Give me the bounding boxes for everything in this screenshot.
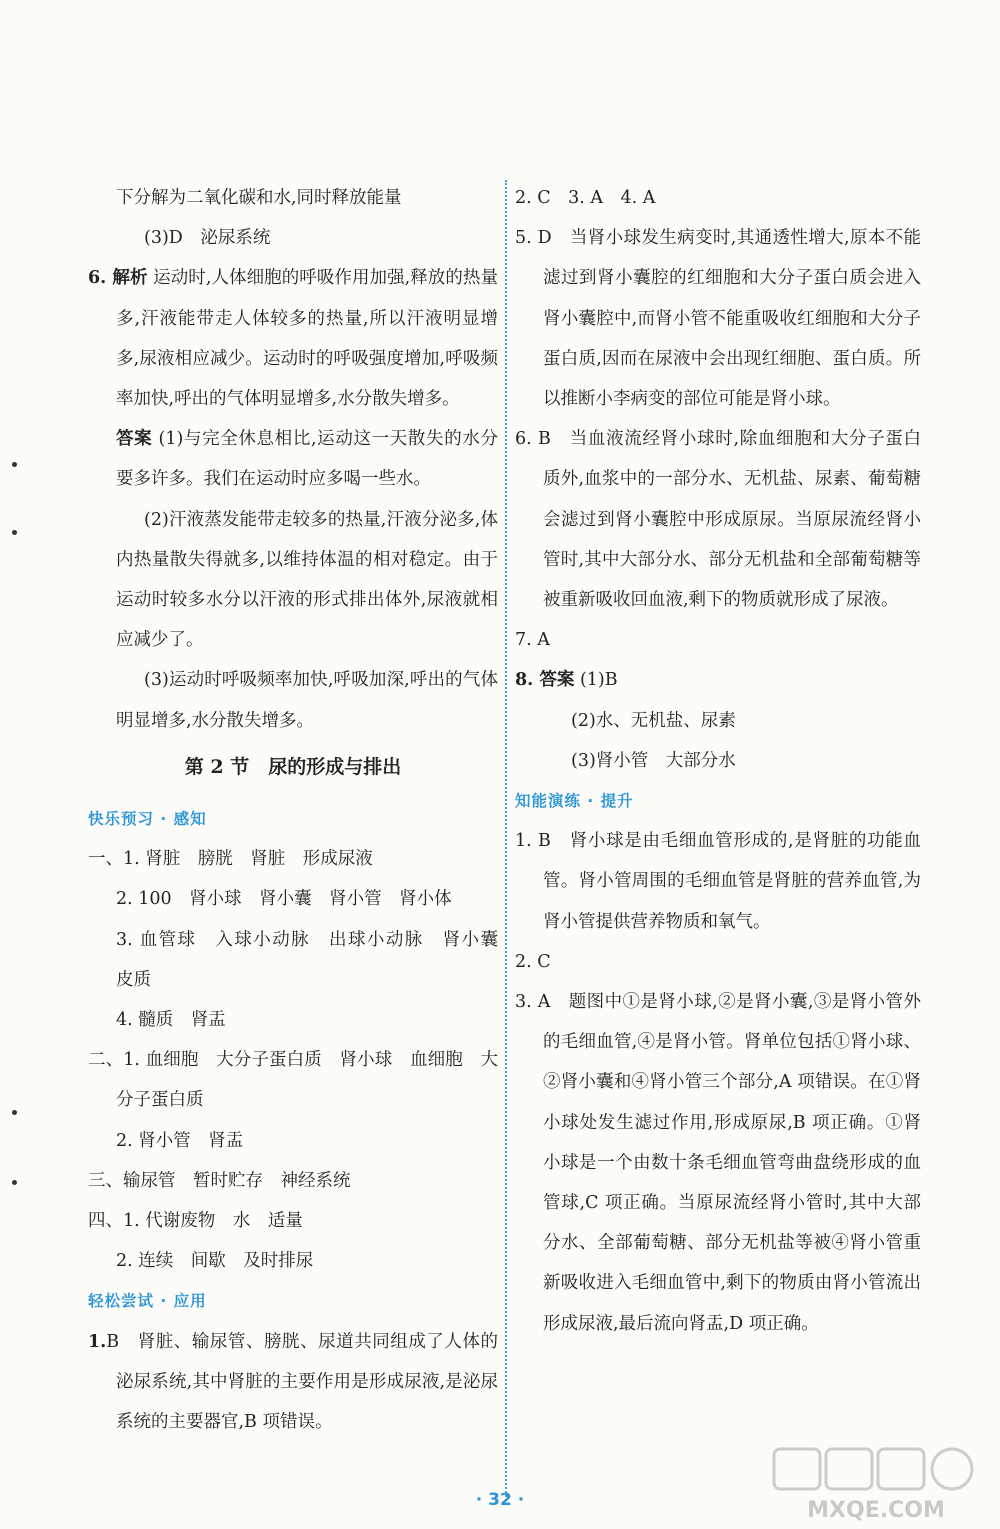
answer-paragraph [515, 419, 921, 620]
answer-paragraph [515, 741, 921, 781]
answer-paragraph [88, 1040, 498, 1120]
column-divider [505, 180, 507, 1505]
answer-text: (2)汗液蒸发能带走较多的热量,汗液分泌多,体内热量散失得就多,以维持体温的相对稳定。由于运动时较多水分以汗液的形式排出体外,尿液就相应减少了。 [116, 509, 498, 651]
answer-text: 2. 肾小管 肾盂 [116, 1130, 244, 1151]
answer-text: 4. 髓质 肾盂 [116, 1010, 226, 1031]
answer-text: B 肾脏、输尿管、膀胱、尿道共同组成了人体的泌尿系统,其中肾脏的主要作用是形成尿液,是泌尿系统的主要器官,B 项错误。 [106, 1331, 498, 1433]
answer-paragraph [515, 660, 921, 700]
answer-text: 3. A 题图中①是肾小球,②是肾小囊,③是肾小管外的毛细血管,④是肾小管。肾单位包括①肾小球、②肾小囊和④肾小管三个部分,A 项错误。在①肾小球处发生滤过作用,形成原尿,B 项正确。①肾小球是一个由数十条毛细血管弯曲盘绕形成的血管球,C 项正确。当原尿流经肾小管时,其中大部分水、全部葡萄糖、部分无机盐等被④肾小管重新吸收进入毛细血管中,剩下的物质由肾小管流出形成尿液,最后流向肾盂,D 项正确。 [515, 992, 921, 1334]
answer-paragraph [515, 620, 921, 660]
answer-paragraph [515, 821, 921, 942]
answer-paragraph [88, 500, 498, 661]
answer-text: (3)肾小管 大部分水 [571, 750, 736, 771]
answer-paragraph [88, 1121, 498, 1161]
answer-label: 答案 [116, 429, 153, 450]
answer-text: 3. 血管球 入球小动脉 出球小动脉 肾小囊 皮质 [116, 929, 516, 990]
answer-paragraph [515, 982, 921, 1344]
answer-paragraph [88, 1322, 498, 1443]
answer-paragraph [515, 218, 921, 419]
answer-text: (1)B [574, 670, 618, 691]
answer-text: 2. C [515, 951, 551, 972]
answer-paragraph [88, 1241, 498, 1281]
answer-paragraph [515, 701, 921, 741]
answer-text: 2. 连续 间歇 及时排尿 [116, 1251, 314, 1272]
answer-text: 运动时,人体细胞的呼吸作用加强,释放的热量多,汗液能带走人体较多的热量,所以汗液明显增多,尿液相应减少。运动时的呼吸强度增加,呼吸频率加快,呼出的气体明显增多,水分散失增多。 [116, 268, 498, 410]
answer-label: 1. [88, 1331, 107, 1352]
answer-text: 三、输尿管 暂时贮存 神经系统 [88, 1170, 351, 1191]
section-heading: 知能演练 · 提升 [515, 792, 634, 811]
answer-text: 下分解为二氧化碳和水,同时释放能量 [116, 188, 402, 208]
answer-paragraph [88, 178, 498, 218]
answer-paragraph [88, 419, 498, 499]
svg-text:MXQE.COM: MXQE.COM [807, 1498, 945, 1523]
answer-text: (2)水、无机盐、尿素 [571, 710, 736, 731]
scan-mark [12, 1180, 17, 1185]
answer-paragraph [88, 258, 498, 419]
answer-text: 2. 100 肾小球 肾小囊 肾小管 肾小体 [116, 889, 452, 910]
answer-paragraph [88, 879, 498, 919]
scan-mark [12, 462, 17, 467]
section-title: 第 2 节 尿的形成与排出 [184, 755, 402, 778]
answer-paragraph [88, 1201, 498, 1241]
scan-mark [12, 1110, 17, 1115]
watermark-logo [766, 1443, 986, 1523]
answer-text: 7. A [515, 630, 550, 651]
answer-paragraph [88, 1161, 498, 1201]
answer-text: 5. D 当肾小球发生病变时,其通透性增大,原本不能滤过到肾小囊腔的红细胞和大分子蛋白质会进入肾小囊腔中,而肾小管不能重吸收红细胞和大分子蛋白质,因而在尿液中会出现红细胞、蛋白质。所以推断小李病变的部位可能是肾小球。 [515, 228, 921, 410]
answer-paragraph [88, 1000, 498, 1040]
answer-text: (1)与完全休息相比,运动这一天散失的水分要多许多。我们在运动时应多喝一些水。 [116, 429, 498, 490]
answer-text: (3)D 泌尿系统 [144, 228, 271, 249]
answer-paragraph [88, 660, 498, 740]
answer-paragraph [88, 839, 498, 879]
answer-label: 8. 答案 [515, 670, 575, 691]
answer-text: 二、1. 血细胞 大分子蛋白质 肾小球 血细胞 大分子蛋白质 [88, 1050, 498, 1111]
answer-text: 四、1. 代谢废物 水 适量 [88, 1211, 303, 1232]
answer-text: 6. B 当血液流经肾小球时,除血细胞和大分子蛋白质外,血浆中的一部分水、无机盐、尿素、葡萄糖会滤过到肾小囊腔中形成原尿。当原尿流经肾小管时,其中大部分水、部分无机盐和全部葡萄糖等被重新吸收回血液,剩下的物质就形成了尿液。 [515, 429, 921, 611]
answer-text: 1. B 肾小球是由毛细血管形成的,是肾脏的功能血管。肾小管周围的毛细血管是肾脏的营养血管,为肾小管提供营养物质和氧气。 [515, 831, 921, 932]
section-heading: 轻松尝试 · 应用 [88, 1292, 207, 1311]
scan-mark [12, 530, 17, 535]
answer-label: 6. 解析 [88, 268, 148, 289]
answer-text: 2. C 3. A 4. A [515, 188, 656, 208]
answer-paragraph [88, 218, 498, 258]
answer-text: (3)运动时呼吸频率加快,呼吸加深,呼出的气体明显增多,水分散失增多。 [116, 670, 498, 731]
left-column [88, 178, 516, 1442]
answer-paragraph [515, 178, 921, 218]
answer-text: 一、1. 肾脏 膀胱 肾脏 形成尿液 [88, 849, 373, 870]
page-number: · 32 · [475, 1490, 525, 1510]
answer-paragraph [515, 942, 921, 982]
answer-paragraph [88, 920, 516, 1000]
section-heading: 快乐预习 · 感知 [88, 810, 207, 829]
right-column [515, 178, 921, 1344]
